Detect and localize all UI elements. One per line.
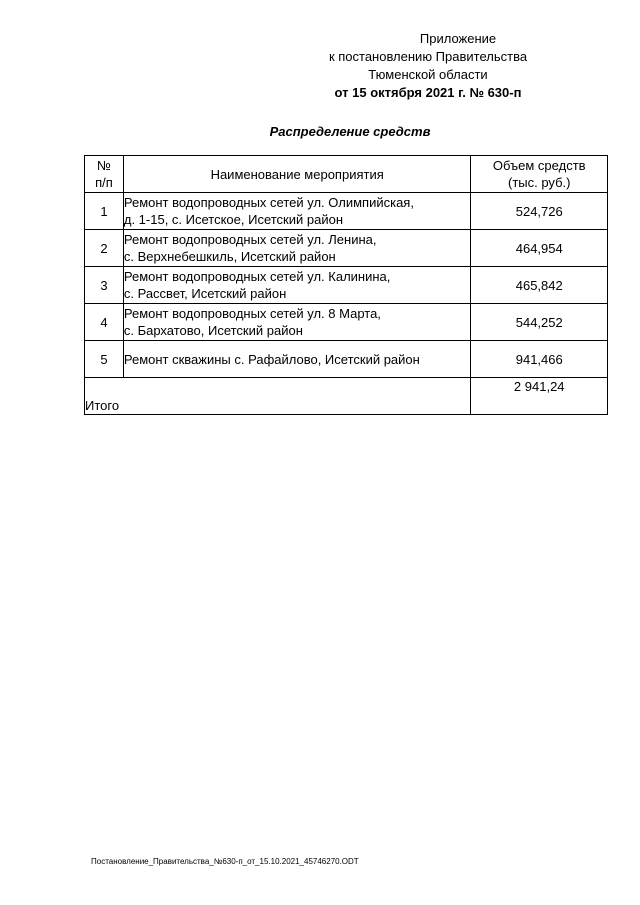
appendix-decree-ref: к постановлению Правительства bbox=[328, 49, 528, 64]
row-name-line2: с. Бархатово, Исетский район bbox=[123, 323, 303, 338]
row-num: 3 bbox=[85, 267, 124, 304]
header-sum-line2: (тыс. руб.) bbox=[508, 175, 571, 190]
row-num: 1 bbox=[85, 193, 124, 230]
header-num bbox=[85, 156, 124, 193]
table-row bbox=[85, 230, 608, 267]
row-name bbox=[123, 341, 471, 378]
header-num-line2: п/п bbox=[95, 175, 113, 190]
row-name bbox=[123, 230, 471, 267]
table-header-row bbox=[85, 156, 608, 193]
table-row bbox=[85, 193, 608, 230]
row-name bbox=[123, 267, 471, 304]
appendix-block bbox=[268, 30, 588, 102]
table-row bbox=[85, 267, 608, 304]
row-name-line1: Ремонт скважины с. Рафайлово, Исетский район bbox=[123, 351, 420, 367]
row-name bbox=[123, 304, 471, 341]
row-name-line2: д. 1-15, с. Исетское, Исетский район bbox=[123, 212, 344, 227]
row-num: 4 bbox=[85, 304, 124, 341]
funds-table bbox=[84, 155, 608, 415]
row-num: 2 bbox=[85, 230, 124, 267]
row-name-line1: Ремонт водопроводных сетей ул. Ленина, bbox=[123, 232, 377, 247]
table-row bbox=[85, 304, 608, 341]
header-sum-line1: Объем средств bbox=[492, 158, 586, 173]
row-sum: 544,252 bbox=[471, 304, 608, 341]
footer-filename: Постановление_Правительства_№630-п_от_15.10.2021_45746270.ODT bbox=[91, 857, 359, 866]
total-label: Итого bbox=[85, 378, 471, 415]
row-name-line2: с. Верхнебешкиль, Исетский район bbox=[123, 249, 336, 264]
total-sum: 2 941,24 bbox=[471, 378, 608, 415]
row-name-line1: Ремонт водопроводных сетей ул. Олимпийская, bbox=[123, 195, 414, 210]
row-sum: 941,466 bbox=[471, 341, 608, 378]
appendix-region: Тюменской области bbox=[368, 67, 488, 82]
header-name: Наименование мероприятия bbox=[123, 156, 471, 193]
row-name-line1: Ремонт водопроводных сетей ул. Калинина, bbox=[123, 269, 391, 284]
page-title: Распределение средств bbox=[269, 124, 431, 139]
header-sum bbox=[471, 156, 608, 193]
row-sum: 465,842 bbox=[471, 267, 608, 304]
appendix-label: Приложение bbox=[419, 31, 497, 46]
row-name-line2: с. Рассвет, Исетский район bbox=[123, 286, 287, 301]
row-name-line1: Ремонт водопроводных сетей ул. 8 Марта, bbox=[123, 306, 381, 321]
total-row bbox=[85, 378, 608, 415]
row-sum: 464,954 bbox=[471, 230, 608, 267]
appendix-date-number: от 15 октября 2021 г. № 630-п bbox=[334, 85, 522, 100]
table-row bbox=[85, 341, 608, 378]
row-sum: 524,726 bbox=[471, 193, 608, 230]
header-num-line1: № bbox=[96, 158, 111, 173]
row-num: 5 bbox=[85, 341, 124, 378]
row-name bbox=[123, 193, 471, 230]
